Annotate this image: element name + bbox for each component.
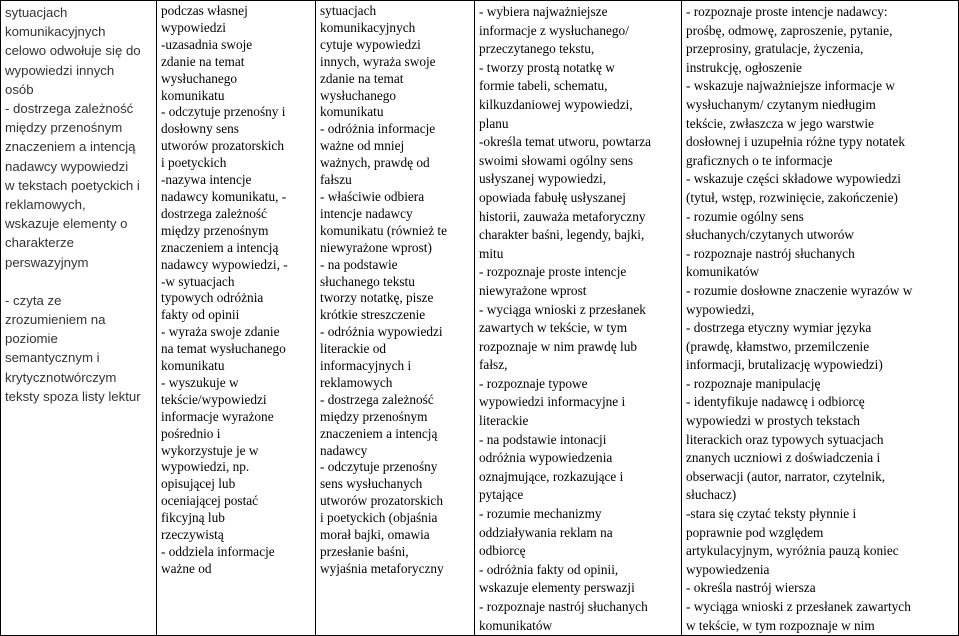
table-cell-col2: [157, 1, 316, 636]
cell-text-col3: sytuacjach komunikacyjnych cytuje wypowiedzi innych, wyraża swoje zdanie na temat wysłuchanego komunikatu - odróżnia informacje ważne od mniej ważnych, prawdę od fałszu - właściwie odbiera intencje nadawcy komunikatu (również te niewyrażone wprost) - na podstawie słuchanego tekstu tworzy notatkę, pisze krótkie streszczenie - odróżnia wypowiedzi literackie od informacyjnych i reklamowych - dostrzega zależność między przenośnym znaczeniem a intencją nadawcy - odczytuje przenośny sens wysłuchanych utworów prozatorskich i poetyckich (objaśnia morał bajki, omawia przesłanie baśni, wyjaśnia metaforyczny: [320, 3, 448, 576]
cell-text-col1-part1: sytuacjach komunikacyjnych celowo odwołuje się do wypowiedzi innych osób - dostrzega zależność między przenośnym znaczeniem a intencją nadawcy wypowiedzi w tekstach poetyckich i reklamowych, wskazuje elementy o charakterze perswazyjnym: [5, 5, 141, 270]
cell-text-col4: - wybiera najważniejsze informacje z wysłuchanego/ przeczytanego tekstu, - tworzy prostą notatkę w formie tabeli, schematu, kilkuzdaniowej wypowiedzi, planu -określa temat utworu, powtarza swoimi słowami ogólny sens usłyszanej wypowiedzi, opowiada fabułę usłyszanej historii, zauważa metaforyczny charakter baśni, legendy, bajki, mitu - rozpoznaje proste intencje niewyrażone wprost - wyciąga wnioski z przesłanek zawartych w tekście, w tym rozpoznaje w nim prawdę lub fałsz, - rozpoznaje typowe wypowiedzi informacyjne i literackie - na podstawie intonacji odróżnia wypowiedzenia oznajmujące, rozkazujące i pytające - rozumie mechanizmy oddziaływania reklam na odbiorcę - odróżnia fakty od opinii, wskazuje elementy perswazji - rozpoznaje nastrój słuchanych komunikatów: [479, 4, 652, 633]
cell-text-col5: - rozpoznaje proste intencje nadawcy: prośbę, odmowę, zaproszenie, pytanie, przeprosiny, gratulacje, życzenia, instrukcję, ogłoszenie - wskazuje najważniejsze informacje w wysłuchanym/ czytanym niedługim tekście, zwłaszcza w jego warstwie dosłownej i uzupełnia różne typy notatek graficznych o te informacje - wskazuje części składowe wypowiedzi (tytuł, wstęp, rozwinięcie, zakończenie) - rozumie ogólny sens słuchanych/czytanych utworów - rozpoznaje nastrój słuchanych komunikatów - rozumie dosłowne znaczenie wyrazów w wypowiedzi, - dostrzega etyczny wymiar języka (prawdę, kłamstwo, przemilczenie informacji, brutalizację wypowiedzi) - rozpoznaje manipulację - identyfikuje nadawcę i odbiorcę wypowiedzi w prostych tekstach literackich oraz typowych sytuacjach znanych uczniowi z doświadczenia i obserwacji (autor, narrator, czytelnik, słuchacz) -stara się czytać teksty płynnie i poprawnie pod względem artykulacyjnym, wyróżnia pauzą koniec wypowiedzenia - określa nastrój wiersza - wyciąga wnioski z przesłanek zawartych w tekście, w tym rozpoznaje w nim: [686, 4, 913, 633]
cell-text-col2: podczas własnej wypowiedzi -uzasadnia swoje zdanie na temat wysłuchanego komunikatu - odczytuje przenośny i dosłowny sens utworów prozatorskich i poetyckich -nazywa intencje nadawcy komunikatu, - dostrzega zależność między przenośnym znaczeniem a intencją nadawcy wypowiedzi, - -w sytuacjach typowych odróżnia fakty od opinii - wyraża swoje zdanie na temat wysłuchanego komunikatu - wyszukuje w tekście/wypowiedzi informacje wyrażone pośrednio i wykorzystuje je w wypowiedzi, np. opisującej lub oceniającej postać fikcyjną lub rzeczywistą - oddziela informacje ważne od: [161, 3, 288, 576]
table-cell-col4: [475, 1, 682, 636]
table-cell-col1: [1, 1, 157, 636]
table-row: [1, 1, 959, 636]
cell-text-col1-part2: - czyta ze zrozumieniem na poziomie semantycznym i krytycznotwórczym teksty spoza listy lektur: [5, 292, 141, 404]
table-cell-col5: [682, 1, 959, 636]
table-cell-col3: [316, 1, 475, 636]
